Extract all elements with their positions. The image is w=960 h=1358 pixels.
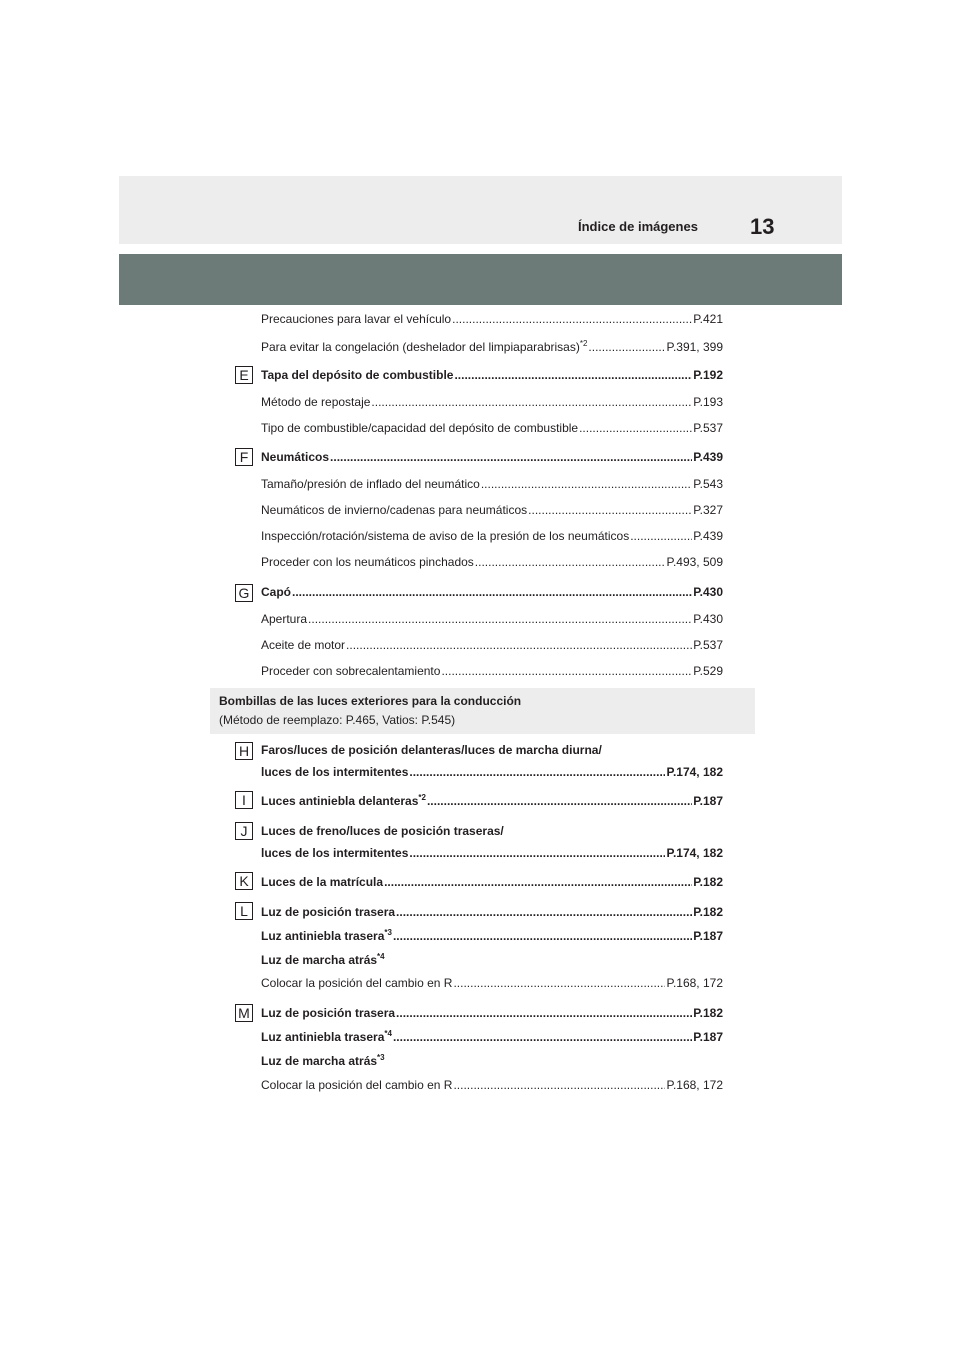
index-entry-heading: Neumáticos ..... P.439 <box>261 450 723 464</box>
index-entry: Precauciones para lavar el vehículo ..... P.421 <box>261 312 723 326</box>
index-entry-heading: Luces antiniebla delanteras$^{*2}$ ..... P.187 <box>261 794 723 808</box>
header-band <box>119 254 842 305</box>
index-entry: Proceder con sobrecalentamiento ..... P.529 <box>261 664 723 678</box>
index-entry-heading: Luz de marcha atrás$^{*3}$ <box>261 1053 385 1068</box>
letter-badge-h: H <box>235 742 253 760</box>
index-entry: Colocar la posición del cambio en R ..... P.168, 172 <box>261 1078 723 1092</box>
index-entry-heading: luces de los intermitentes ..... P.174, 182 <box>261 765 723 779</box>
index-entry: Método de repostaje ..... P.193 <box>261 395 723 409</box>
letter-badge-e: E <box>235 366 253 384</box>
letter-badge-k: K <box>235 872 253 890</box>
index-entry: Neumáticos de invierno/cadenas para neumáticos ..... P.327 <box>261 503 723 517</box>
index-entry-heading: Luz de posición trasera ..... P.182 <box>261 905 723 919</box>
letter-badge-m: M <box>235 1004 253 1022</box>
letter-badge-l: L <box>235 902 253 920</box>
index-entry: Colocar la posición del cambio en R ..... P.168, 172 <box>261 976 723 990</box>
index-entry-heading: luces de los intermitentes ..... P.174, 182 <box>261 846 723 860</box>
subsection-title: Bombillas de las luces exteriores para la conducción <box>219 694 522 708</box>
header-bar <box>119 176 842 244</box>
index-entry: Aceite de motor ..... P.537 <box>261 638 723 652</box>
subsection-subtitle: (Método de reemplazo: P.465, Vatios: P.545) <box>219 713 456 727</box>
index-entry-heading-line1: Faros/luces de posición delanteras/luces de marcha diurna/ <box>261 743 602 757</box>
letter-badge-j: J <box>235 822 253 840</box>
index-entry: Tipo de combustible/capacidad del depósito de combustible ..... P.537 <box>261 421 723 435</box>
index-entry-heading: Luces de la matrícula ..... P.182 <box>261 875 723 889</box>
index-entry: Para evitar la congelación (deshelador del limpiaparabrisas)$^{*2}$ ..... P.391, 399 <box>261 340 723 354</box>
section-title: Índice de imágenes <box>578 219 698 234</box>
index-entry: Tamaño/presión de inflado del neumático ..... P.543 <box>261 477 723 491</box>
page-number: 13 <box>750 214 775 239</box>
letter-badge-i: I <box>235 791 253 809</box>
index-entry-heading: Luz de marcha atrás$^{*4}$ <box>261 952 385 967</box>
letter-badge-g: G <box>235 584 253 602</box>
index-entry: Inspección/rotación/sistema de aviso de la presión de los neumáticos ..... P.439 <box>261 529 723 543</box>
index-entry-heading: Luz antiniebla trasera$^{*3}$ ..... P.187 <box>261 929 723 943</box>
index-entry-heading: Luz antiniebla trasera$^{*4}$ ..... P.187 <box>261 1030 723 1044</box>
index-entry: Proceder con los neumáticos pinchados ..... P.493, 509 <box>261 555 723 569</box>
index-entry-heading: Tapa del depósito de combustible ..... P.192 <box>261 368 723 382</box>
index-entry-heading-line1: Luces de freno/luces de posición traseras/ <box>261 824 504 838</box>
index-entry-heading: Luz de posición trasera ..... P.182 <box>261 1006 723 1020</box>
index-entry: Apertura ..... P.430 <box>261 612 723 626</box>
index-entry-heading: Capó ..... P.430 <box>261 585 723 599</box>
letter-badge-f: F <box>235 448 253 466</box>
